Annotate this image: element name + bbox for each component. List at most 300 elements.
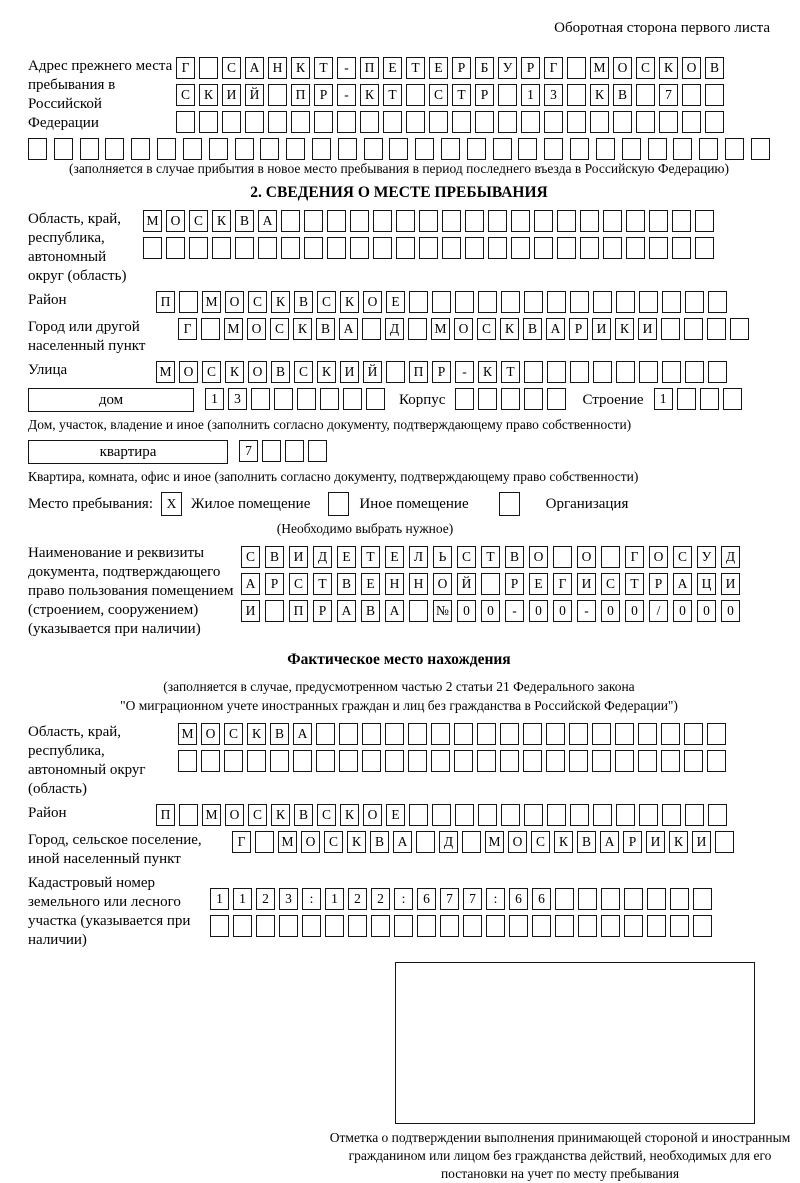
char-cell[interactable] xyxy=(616,291,635,313)
char-cell[interactable] xyxy=(638,750,657,772)
char-cell[interactable] xyxy=(235,138,254,160)
char-cell[interactable]: К xyxy=(590,84,609,106)
char-cell[interactable] xyxy=(707,318,726,340)
char-cell[interactable] xyxy=(416,831,435,853)
char-cell[interactable] xyxy=(452,111,471,133)
char-cell[interactable] xyxy=(270,750,289,772)
char-cell[interactable]: Р xyxy=(314,84,333,106)
char-cell[interactable]: П xyxy=(156,804,175,826)
char-cell[interactable]: И xyxy=(638,318,657,340)
char-cell[interactable] xyxy=(291,111,310,133)
char-cell[interactable] xyxy=(396,237,415,259)
char-cell[interactable]: Т xyxy=(501,361,520,383)
char-cell[interactable] xyxy=(626,237,645,259)
char-cell[interactable] xyxy=(337,111,356,133)
char-cell[interactable] xyxy=(662,291,681,313)
char-cell[interactable]: Д xyxy=(439,831,458,853)
char-cell[interactable]: П xyxy=(291,84,310,106)
char-cell[interactable]: К xyxy=(317,361,336,383)
char-cell[interactable] xyxy=(409,291,428,313)
char-cell[interactable]: С xyxy=(289,573,308,595)
char-cell[interactable] xyxy=(622,138,641,160)
char-cell[interactable] xyxy=(570,361,589,383)
char-cell[interactable] xyxy=(343,388,362,410)
char-cell[interactable]: Г xyxy=(544,57,563,79)
char-cell[interactable]: О xyxy=(363,804,382,826)
char-cell[interactable]: К xyxy=(347,831,366,853)
char-cell[interactable] xyxy=(524,291,543,313)
char-cell[interactable] xyxy=(509,915,528,937)
char-cell[interactable] xyxy=(725,138,744,160)
char-cell[interactable] xyxy=(499,492,520,516)
char-cell[interactable]: В xyxy=(294,291,313,313)
char-cell[interactable]: Й xyxy=(457,573,476,595)
char-cell[interactable]: № xyxy=(433,600,452,622)
char-cell[interactable] xyxy=(432,804,451,826)
char-cell[interactable] xyxy=(523,723,542,745)
char-cell[interactable] xyxy=(534,210,553,232)
char-cell[interactable]: Т xyxy=(361,546,380,568)
char-cell[interactable] xyxy=(462,831,481,853)
char-cell[interactable]: С xyxy=(224,723,243,745)
char-cell[interactable]: / xyxy=(649,600,668,622)
char-cell[interactable] xyxy=(570,291,589,313)
char-cell[interactable] xyxy=(383,111,402,133)
char-cell[interactable] xyxy=(268,111,287,133)
char-cell[interactable]: С xyxy=(673,546,692,568)
char-cell[interactable]: Г xyxy=(553,573,572,595)
char-cell[interactable] xyxy=(498,84,517,106)
char-cell[interactable] xyxy=(251,388,270,410)
char-cell[interactable] xyxy=(350,210,369,232)
char-cell[interactable] xyxy=(544,111,563,133)
char-cell[interactable] xyxy=(546,750,565,772)
char-cell[interactable]: Й xyxy=(363,361,382,383)
char-cell[interactable] xyxy=(293,750,312,772)
char-cell[interactable] xyxy=(498,111,517,133)
char-cell[interactable] xyxy=(684,318,703,340)
char-cell[interactable] xyxy=(616,361,635,383)
char-cell[interactable] xyxy=(362,750,381,772)
char-cell[interactable] xyxy=(486,915,505,937)
char-cell[interactable] xyxy=(481,573,500,595)
char-cell[interactable] xyxy=(673,138,692,160)
char-cell[interactable]: А xyxy=(673,573,692,595)
char-cell[interactable] xyxy=(639,291,658,313)
char-cell[interactable] xyxy=(662,804,681,826)
char-cell[interactable]: М xyxy=(156,361,175,383)
char-cell[interactable]: В xyxy=(505,546,524,568)
char-cell[interactable] xyxy=(454,723,473,745)
char-cell[interactable] xyxy=(708,291,727,313)
char-cell[interactable] xyxy=(684,750,703,772)
char-cell[interactable] xyxy=(661,723,680,745)
char-cell[interactable] xyxy=(626,210,645,232)
char-cell[interactable]: М xyxy=(202,291,221,313)
char-cell[interactable] xyxy=(661,318,680,340)
char-cell[interactable] xyxy=(672,237,691,259)
char-cell[interactable] xyxy=(518,138,537,160)
char-cell[interactable] xyxy=(475,111,494,133)
char-cell[interactable]: С xyxy=(429,84,448,106)
char-cell[interactable] xyxy=(570,804,589,826)
char-cell[interactable]: О xyxy=(225,291,244,313)
char-cell[interactable]: С xyxy=(531,831,550,853)
char-cell[interactable]: 0 xyxy=(457,600,476,622)
char-cell[interactable]: 7 xyxy=(659,84,678,106)
char-cell[interactable] xyxy=(524,388,543,410)
char-cell[interactable]: Р xyxy=(623,831,642,853)
char-cell[interactable] xyxy=(441,138,460,160)
char-cell[interactable] xyxy=(189,237,208,259)
char-cell[interactable] xyxy=(488,237,507,259)
char-cell[interactable] xyxy=(308,440,327,462)
char-cell[interactable] xyxy=(488,210,507,232)
char-cell[interactable] xyxy=(362,723,381,745)
char-cell[interactable]: 3 xyxy=(279,888,298,910)
char-cell[interactable] xyxy=(500,723,519,745)
char-cell[interactable]: В xyxy=(265,546,284,568)
char-cell[interactable] xyxy=(80,138,99,160)
char-cell[interactable]: Т xyxy=(314,57,333,79)
char-cell[interactable]: К xyxy=(340,291,359,313)
char-cell[interactable] xyxy=(603,210,622,232)
char-cell[interactable]: М xyxy=(143,210,162,232)
char-cell[interactable] xyxy=(596,138,615,160)
char-cell[interactable] xyxy=(279,915,298,937)
char-cell[interactable] xyxy=(316,723,335,745)
char-cell[interactable] xyxy=(547,804,566,826)
char-cell[interactable] xyxy=(339,750,358,772)
char-cell[interactable] xyxy=(176,111,195,133)
char-cell[interactable] xyxy=(386,361,405,383)
char-cell[interactable] xyxy=(429,111,448,133)
char-cell[interactable]: - xyxy=(505,600,524,622)
char-cell[interactable]: М xyxy=(431,318,450,340)
char-cell[interactable] xyxy=(751,138,770,160)
char-cell[interactable] xyxy=(677,388,696,410)
char-cell[interactable]: С xyxy=(317,291,336,313)
char-cell[interactable]: О xyxy=(508,831,527,853)
char-cell[interactable] xyxy=(593,804,612,826)
char-cell[interactable]: И xyxy=(241,600,260,622)
char-cell[interactable] xyxy=(705,84,724,106)
char-cell[interactable] xyxy=(636,111,655,133)
char-cell[interactable] xyxy=(348,915,367,937)
char-cell[interactable]: И xyxy=(692,831,711,853)
char-cell[interactable] xyxy=(297,388,316,410)
char-cell[interactable]: В xyxy=(271,361,290,383)
char-cell[interactable] xyxy=(210,915,229,937)
char-cell[interactable]: С xyxy=(241,546,260,568)
char-cell[interactable] xyxy=(362,318,381,340)
char-cell[interactable] xyxy=(431,750,450,772)
char-cell[interactable] xyxy=(685,291,704,313)
char-cell[interactable]: 2 xyxy=(348,888,367,910)
char-cell[interactable]: Е xyxy=(361,573,380,595)
char-cell[interactable] xyxy=(569,750,588,772)
char-cell[interactable]: - xyxy=(337,84,356,106)
char-cell[interactable] xyxy=(659,111,678,133)
char-cell[interactable] xyxy=(304,210,323,232)
char-cell[interactable] xyxy=(534,237,553,259)
char-cell[interactable] xyxy=(419,210,438,232)
char-cell[interactable] xyxy=(603,237,622,259)
char-cell[interactable] xyxy=(578,888,597,910)
char-cell[interactable] xyxy=(350,237,369,259)
char-cell[interactable]: 2 xyxy=(256,888,275,910)
char-cell[interactable] xyxy=(523,750,542,772)
char-cell[interactable]: - xyxy=(455,361,474,383)
char-cell[interactable]: К xyxy=(293,318,312,340)
char-cell[interactable] xyxy=(715,831,734,853)
char-cell[interactable]: Т xyxy=(406,57,425,79)
char-cell[interactable] xyxy=(268,84,287,106)
char-cell[interactable]: В xyxy=(370,831,389,853)
char-cell[interactable] xyxy=(327,237,346,259)
char-cell[interactable]: 2 xyxy=(371,888,390,910)
char-cell[interactable]: Г xyxy=(178,318,197,340)
char-cell[interactable]: С xyxy=(270,318,289,340)
char-cell[interactable] xyxy=(143,237,162,259)
char-cell[interactable]: К xyxy=(199,84,218,106)
char-cell[interactable]: М xyxy=(590,57,609,79)
char-cell[interactable]: К xyxy=(225,361,244,383)
char-cell[interactable]: Г xyxy=(176,57,195,79)
char-cell[interactable] xyxy=(684,723,703,745)
char-cell[interactable]: С xyxy=(202,361,221,383)
char-cell[interactable] xyxy=(693,888,712,910)
char-cell[interactable] xyxy=(373,237,392,259)
char-cell[interactable] xyxy=(685,804,704,826)
char-cell[interactable] xyxy=(685,361,704,383)
char-cell[interactable] xyxy=(493,138,512,160)
char-cell[interactable]: К xyxy=(340,804,359,826)
char-cell[interactable] xyxy=(258,237,277,259)
char-cell[interactable] xyxy=(555,915,574,937)
char-cell[interactable] xyxy=(593,361,612,383)
char-cell[interactable]: М xyxy=(224,318,243,340)
char-cell[interactable] xyxy=(209,138,228,160)
char-cell[interactable] xyxy=(199,57,218,79)
char-cell[interactable] xyxy=(465,210,484,232)
char-cell[interactable] xyxy=(478,291,497,313)
char-cell[interactable]: 0 xyxy=(697,600,716,622)
char-cell[interactable] xyxy=(396,210,415,232)
char-cell[interactable]: 6 xyxy=(417,888,436,910)
char-cell[interactable] xyxy=(638,723,657,745)
char-cell[interactable] xyxy=(477,723,496,745)
char-cell[interactable] xyxy=(408,723,427,745)
char-cell[interactable] xyxy=(157,138,176,160)
char-cell[interactable] xyxy=(408,318,427,340)
char-cell[interactable]: О xyxy=(682,57,701,79)
char-cell[interactable] xyxy=(501,291,520,313)
char-cell[interactable]: 3 xyxy=(544,84,563,106)
char-cell[interactable]: С xyxy=(248,804,267,826)
char-cell[interactable]: Е xyxy=(429,57,448,79)
char-cell[interactable]: О xyxy=(577,546,596,568)
char-cell[interactable] xyxy=(201,318,220,340)
char-cell[interactable] xyxy=(578,915,597,937)
char-cell[interactable]: В xyxy=(361,600,380,622)
char-cell[interactable] xyxy=(662,361,681,383)
char-cell[interactable] xyxy=(409,804,428,826)
char-cell[interactable] xyxy=(28,138,47,160)
char-cell[interactable] xyxy=(224,750,243,772)
char-cell[interactable]: С xyxy=(294,361,313,383)
char-cell[interactable] xyxy=(547,361,566,383)
char-cell[interactable]: 1 xyxy=(233,888,252,910)
char-cell[interactable] xyxy=(524,804,543,826)
char-cell[interactable]: С xyxy=(189,210,208,232)
char-cell[interactable] xyxy=(636,84,655,106)
char-cell[interactable]: К xyxy=(271,804,290,826)
char-cell[interactable] xyxy=(580,237,599,259)
char-cell[interactable] xyxy=(592,723,611,745)
char-cell[interactable]: : xyxy=(486,888,505,910)
char-cell[interactable] xyxy=(325,915,344,937)
char-cell[interactable]: В xyxy=(316,318,335,340)
char-cell[interactable] xyxy=(524,361,543,383)
char-cell[interactable]: И xyxy=(289,546,308,568)
char-cell[interactable]: К xyxy=(554,831,573,853)
char-cell[interactable]: С xyxy=(248,291,267,313)
char-cell[interactable] xyxy=(639,804,658,826)
char-cell[interactable] xyxy=(567,111,586,133)
char-cell[interactable]: С xyxy=(317,804,336,826)
char-cell[interactable] xyxy=(373,210,392,232)
char-cell[interactable] xyxy=(613,111,632,133)
char-cell[interactable] xyxy=(647,888,666,910)
char-cell[interactable] xyxy=(389,138,408,160)
char-cell[interactable]: О xyxy=(225,804,244,826)
char-cell[interactable]: О xyxy=(529,546,548,568)
char-cell[interactable] xyxy=(547,291,566,313)
char-cell[interactable] xyxy=(707,750,726,772)
char-cell[interactable] xyxy=(366,388,385,410)
char-cell[interactable] xyxy=(417,915,436,937)
char-cell[interactable] xyxy=(256,915,275,937)
char-cell[interactable]: 7 xyxy=(239,440,258,462)
char-cell[interactable] xyxy=(131,138,150,160)
char-cell[interactable] xyxy=(661,750,680,772)
char-cell[interactable]: И xyxy=(721,573,740,595)
char-cell[interactable]: 0 xyxy=(529,600,548,622)
char-cell[interactable] xyxy=(364,138,383,160)
char-cell[interactable] xyxy=(695,237,714,259)
char-cell[interactable]: Р xyxy=(521,57,540,79)
char-cell[interactable] xyxy=(316,750,335,772)
char-cell[interactable]: А xyxy=(258,210,277,232)
char-cell[interactable] xyxy=(670,915,689,937)
char-cell[interactable]: К xyxy=(247,723,266,745)
char-cell[interactable] xyxy=(601,546,620,568)
char-cell[interactable] xyxy=(569,723,588,745)
char-cell[interactable] xyxy=(624,888,643,910)
char-cell[interactable]: А xyxy=(339,318,358,340)
char-cell[interactable] xyxy=(178,750,197,772)
char-cell[interactable]: Р xyxy=(649,573,668,595)
char-cell[interactable]: Т xyxy=(313,573,332,595)
char-cell[interactable]: О xyxy=(433,573,452,595)
char-cell[interactable] xyxy=(260,138,279,160)
char-cell[interactable]: Р xyxy=(265,573,284,595)
char-cell[interactable] xyxy=(682,84,701,106)
char-cell[interactable] xyxy=(419,237,438,259)
char-cell[interactable]: Г xyxy=(625,546,644,568)
char-cell[interactable]: В xyxy=(613,84,632,106)
char-cell[interactable] xyxy=(567,57,586,79)
char-cell[interactable]: 7 xyxy=(463,888,482,910)
char-cell[interactable] xyxy=(320,388,339,410)
char-cell[interactable]: 0 xyxy=(601,600,620,622)
char-cell[interactable]: А xyxy=(293,723,312,745)
char-cell[interactable] xyxy=(580,210,599,232)
char-cell[interactable]: - xyxy=(577,600,596,622)
char-cell[interactable] xyxy=(546,723,565,745)
char-cell[interactable]: О xyxy=(179,361,198,383)
char-cell[interactable]: М xyxy=(278,831,297,853)
char-cell[interactable]: О xyxy=(363,291,382,313)
char-cell[interactable]: П xyxy=(156,291,175,313)
char-cell[interactable] xyxy=(304,237,323,259)
char-cell[interactable]: А xyxy=(245,57,264,79)
char-cell[interactable] xyxy=(477,750,496,772)
char-cell[interactable]: 1 xyxy=(521,84,540,106)
char-cell[interactable]: М xyxy=(202,804,221,826)
char-cell[interactable] xyxy=(557,210,576,232)
char-cell[interactable]: К xyxy=(291,57,310,79)
char-cell[interactable]: - xyxy=(337,57,356,79)
char-cell[interactable]: М xyxy=(178,723,197,745)
char-cell[interactable]: Н xyxy=(409,573,428,595)
char-cell[interactable] xyxy=(544,138,563,160)
char-cell[interactable]: Е xyxy=(337,546,356,568)
char-cell[interactable] xyxy=(394,915,413,937)
char-cell[interactable]: С xyxy=(636,57,655,79)
char-cell[interactable]: 3 xyxy=(228,388,247,410)
char-cell[interactable] xyxy=(708,361,727,383)
char-cell[interactable]: П xyxy=(289,600,308,622)
char-cell[interactable] xyxy=(705,111,724,133)
char-cell[interactable] xyxy=(615,723,634,745)
char-cell[interactable]: Д xyxy=(313,546,332,568)
char-cell[interactable]: О xyxy=(613,57,632,79)
char-cell[interactable] xyxy=(432,291,451,313)
char-cell[interactable]: 1 xyxy=(205,388,224,410)
char-cell[interactable] xyxy=(201,750,220,772)
char-cell[interactable]: О xyxy=(301,831,320,853)
char-cell[interactable] xyxy=(693,915,712,937)
char-cell[interactable] xyxy=(455,388,474,410)
char-cell[interactable] xyxy=(247,750,266,772)
char-cell[interactable] xyxy=(511,237,530,259)
char-cell[interactable] xyxy=(672,210,691,232)
char-cell[interactable] xyxy=(730,318,749,340)
char-cell[interactable]: У xyxy=(498,57,517,79)
char-cell[interactable] xyxy=(567,84,586,106)
char-cell[interactable] xyxy=(255,831,274,853)
char-cell[interactable]: Д xyxy=(721,546,740,568)
char-cell[interactable]: А xyxy=(385,600,404,622)
char-cell[interactable] xyxy=(262,440,281,462)
char-cell[interactable]: Ь xyxy=(433,546,452,568)
char-cell[interactable] xyxy=(455,291,474,313)
char-cell[interactable] xyxy=(592,750,611,772)
char-cell[interactable] xyxy=(478,388,497,410)
char-cell[interactable] xyxy=(406,84,425,106)
